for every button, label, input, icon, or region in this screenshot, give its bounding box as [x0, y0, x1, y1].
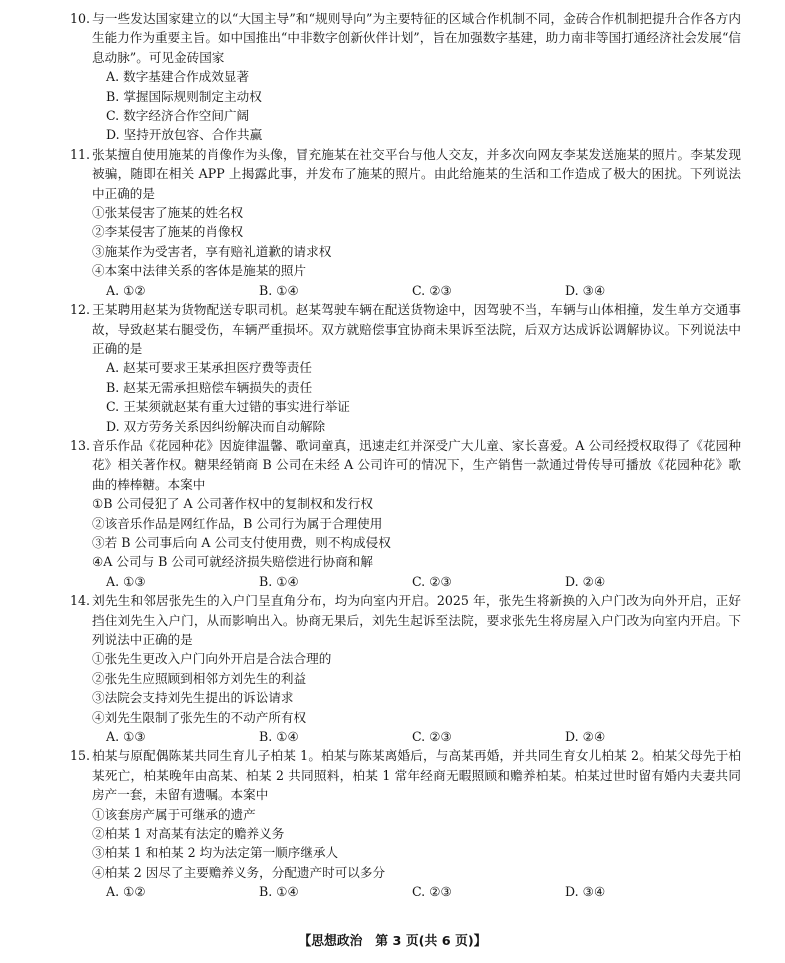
choice-c: C. ②③	[412, 573, 452, 589]
answer-choices	[92, 572, 741, 591]
statement-2: ②张先生应照顾到相邻方刘先生的利益	[92, 670, 307, 686]
question-stem: 刘先生和邻居张先生的入户门呈直角分布，均为向室内开启。2025 年，张先生将新换的入户门改为向外开启，正好挡住刘先生入户门，从而影响出入。协商无果后，刘先生起诉至法院，要求张先生将房屋入户门改为向室内开启。下列说法中正确的是	[92, 593, 741, 647]
question-stem: 王某聘用赵某为货物配送专职司机。赵某驾驶车辆在配送货物途中，因驾驶不当，车辆与山体相撞，发生单方交通事故，导致赵某右腿受伤，车辆严重损坏。双方就赔偿事宜协商未果诉至法院，后双方达成诉讼调解协议。下列说法中正确的是	[92, 302, 741, 356]
option-b: B. 赵某无需承担赔偿车辆损失的责任	[106, 379, 313, 395]
option-a: A. 赵某可要求王某承担医疗费等责任	[106, 360, 313, 376]
choice-c: C. ②③	[412, 282, 452, 298]
choice-d: D. ③④	[565, 282, 606, 298]
statement-2: ②李某侵害了施某的肖像权	[92, 224, 244, 240]
question-number: 14.	[70, 593, 91, 609]
choice-a: A. ①②	[106, 282, 146, 298]
statement-3: ③柏某 1 和柏某 2 均为法定第一顺序继承人	[92, 845, 339, 861]
choice-b: B. ①④	[259, 282, 299, 298]
question-number: 10.	[70, 11, 91, 26]
question-number: 15.	[70, 748, 91, 764]
statement-4: ④刘先生限制了张先生的不动产所有权	[92, 709, 307, 725]
question-15	[70, 746, 741, 901]
statement-2: ②柏某 1 对高某有法定的赡养义务	[92, 826, 285, 842]
question-number: 13.	[70, 437, 91, 453]
option-c: C. 王某须就赵某有重大过错的事实进行举证	[106, 399, 350, 415]
choice-b: B. ①④	[259, 729, 299, 745]
statement-1: ①张先生更改入户门向外开启是合法合理的	[92, 651, 332, 667]
statement-1: ①张某侵害了施某的姓名权	[92, 205, 244, 221]
answer-choices	[92, 882, 741, 901]
option-b: B. 掌握国际规则制定主动权	[106, 88, 262, 104]
choice-b: B. ①④	[259, 573, 299, 589]
page-footer: 【思想政治 第 3 页(共 6 页)】	[298, 934, 487, 949]
question-stem: 音乐作品《花园种花》因旋律温馨、歌词童真，迅速走红并深受广大儿童、家长喜爱。A 公司经授权取得了《花园种花》相关著作权。糖果经销商 B 公司在未经 A 公司许可的情况下，生产销售一款通过骨传导可播放《花园种花》歌曲的棒棒糖。本案中	[92, 437, 741, 492]
option-a: A. 数字基建合作成效显著	[106, 69, 250, 85]
choice-d: D. ②④	[565, 729, 606, 745]
question-stem: 柏某与原配偶陈某共同生育儿子柏某 1。柏某与陈某离婚后，与高某再婚，并共同生育女儿柏某 2。柏某父母先于柏某死亡，柏某晚年由高某、柏某 2 共同照料，柏某 1 常年经商无暇照顾和赡养柏某。柏某过世时留有婚内夫妻共同房产一套，未留有遗嘱。本案中	[92, 748, 741, 803]
question-stem: 张某擅自使用施某的肖像作为头像，冒充施某在社交平台与他人交友，并多次向网友李某发送施某的照片。李某发现被骗，随即在相关 APP 上揭露此事，并发布了施某的照片。由此给施某的生活和工作造成了极大的困扰。下列说法中正确的是	[92, 146, 741, 201]
choice-d: D. ②④	[565, 573, 606, 589]
choice-a: A. ①③	[106, 729, 146, 745]
statement-4: ④柏某 2 因尽了主要赡养义务，分配遗产时可以多分	[92, 864, 386, 880]
statement-2: ②该音乐作品是网红作品，B 公司行为属于合理使用	[92, 515, 383, 531]
question-11	[70, 145, 741, 300]
option-d: D. 双方劳务关系因纠纷解决而自动解除	[106, 418, 326, 434]
choice-c: C. ②③	[412, 729, 452, 745]
choice-d: D. ③④	[565, 884, 606, 900]
choice-a: A. ①③	[106, 573, 146, 589]
option-c: C. 数字经济合作空间广阔	[106, 108, 250, 124]
question-number: 12.	[70, 302, 91, 318]
question-stem: 与一些发达国家建立的以“大国主导”和“规则导向”为主要特征的区域合作机制不同，金砖合作机制把提升合作各方内生能力作为重要主旨。如中国推出“中非数字创新伙伴计划”，旨在加强数字基建，助力南非等国打通经济社会发展“信息动脉”。可见金砖国家	[92, 11, 742, 65]
choice-b: B. ①④	[259, 884, 299, 900]
choice-a: A. ①②	[106, 884, 146, 900]
question-12	[70, 300, 741, 436]
answer-choices	[92, 727, 741, 746]
question-14	[70, 591, 741, 746]
statement-4: ④A 公司与 B 公司可就经济损失赔偿进行协商和解	[92, 554, 373, 570]
question-10	[70, 9, 742, 145]
question-13	[70, 436, 741, 591]
statement-4: ④本案中法律关系的客体是施某的照片	[92, 263, 307, 279]
statement-3: ③施某作为受害者，享有赔礼道歉的请求权	[92, 243, 332, 259]
choice-c: C. ②③	[412, 884, 452, 900]
statement-3: ③法院会支持刘先生提出的诉讼请求	[92, 690, 294, 706]
answer-choices	[92, 281, 741, 300]
statement-1: ①B 公司侵犯了 A 公司著作权中的复制权和发行权	[92, 496, 373, 512]
option-d: D. 坚持开放包容、合作共赢	[106, 127, 263, 143]
statement-1: ①该套房产属于可继承的遗产	[92, 806, 256, 822]
question-number: 11.	[70, 146, 91, 162]
statement-3: ③若 B 公司事后向 A 公司支付使用费，则不构成侵权	[92, 534, 391, 550]
